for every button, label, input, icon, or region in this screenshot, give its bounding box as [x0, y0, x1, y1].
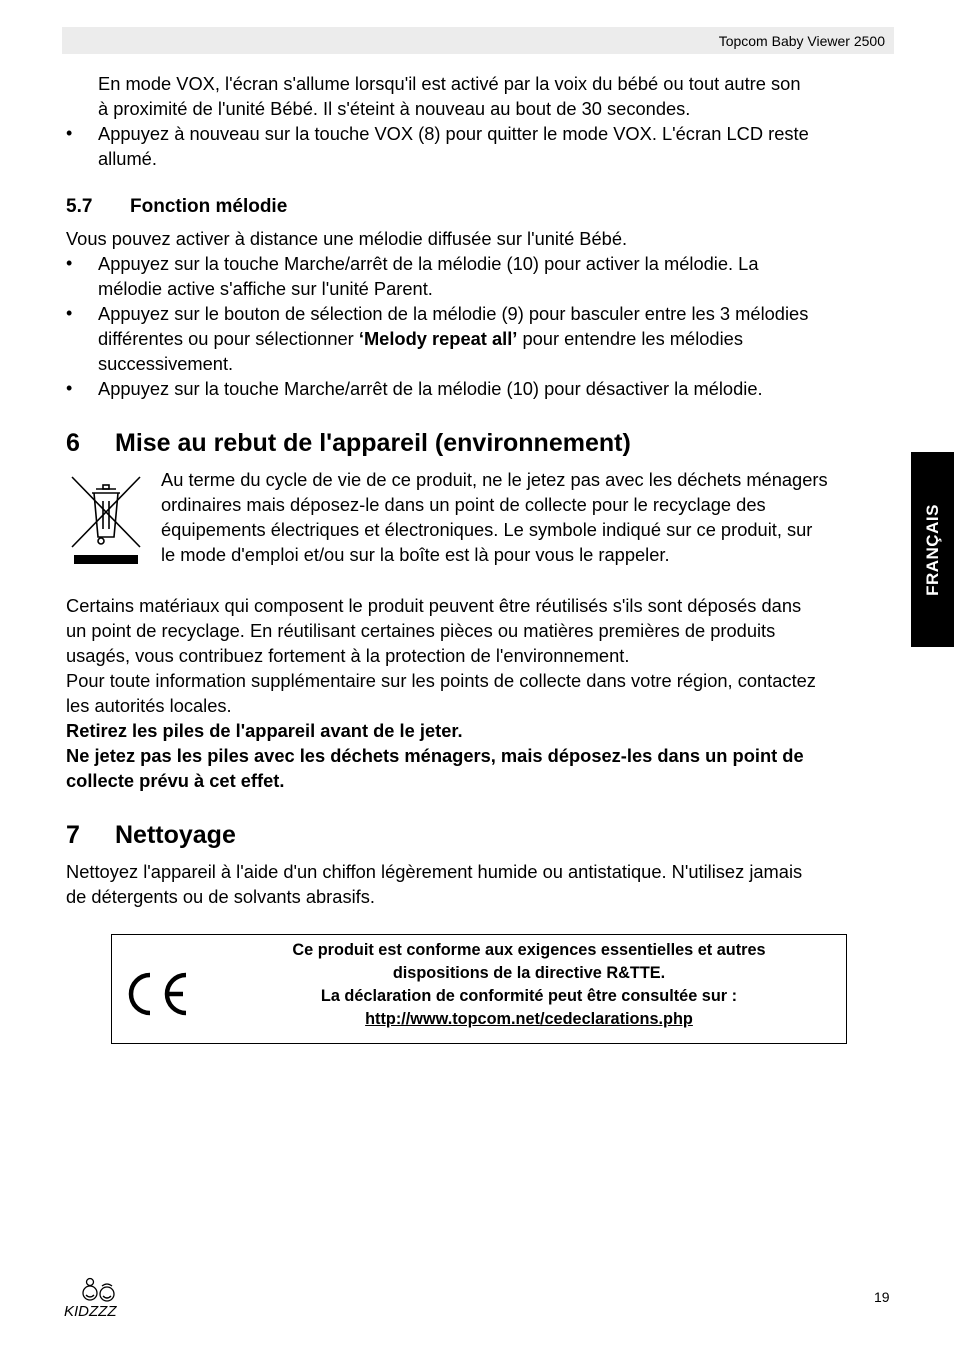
vox-intro-line-2: à proximité de l'unité Bébé. Il s'éteint à nouveau au bout de 30 secondes. — [98, 98, 691, 119]
language-tab — [911, 452, 954, 647]
battery-warning-line-1: Retirez les piles de l'appareil avant de le jeter. — [66, 720, 463, 741]
battery-warning-line-2: Ne jetez pas les piles avec les déchets ménagers, mais déposez-les dans un point de — [66, 745, 804, 766]
melody-bullet-2-text: différentes ou pour sélectionner — [98, 328, 359, 349]
melody-repeat-all-label: ‘Melody repeat all’ — [358, 328, 518, 349]
melody-bullet-1-line-2: mélodie active s'affiche sur l'unité Parent. — [98, 278, 433, 299]
crossed-out-wheelie-bin-icon — [70, 475, 142, 567]
weee-line-3: équipements électriques et électroniques. Le symbole indiqué sur ce produit, sur — [161, 519, 813, 540]
recycling-line-3: usagés, vous contribuez fortement à la protection de l'environnement. — [66, 645, 630, 666]
bullet: • — [66, 123, 73, 143]
weee-line-4: le mode d'emploi et/ou sur la boîte est là pour vous le rappeler. — [161, 544, 670, 565]
bullet: • — [66, 303, 73, 323]
cleaning-line-2: de détergents ou de solvants abrasifs. — [66, 886, 375, 907]
ce-declaration-box — [111, 934, 847, 1044]
ce-line-2: dispositions de la directive R&TTE. — [392, 964, 666, 982]
kidzzz-logo-icon — [62, 1276, 136, 1320]
vox-bullet-line-2: allumé. — [98, 148, 157, 169]
melody-bullet-2-text-end: pour entendre les mélodies — [517, 328, 743, 349]
melody-bullet-2-line-3: successivement. — [98, 353, 234, 374]
vox-intro-line-1: En mode VOX, l'écran s'allume lorsqu'il est activé par la voix du bébé ou tout autre son — [98, 73, 801, 94]
recycling-line-5: les autorités locales. — [66, 695, 232, 716]
cleaning-line-1: Nettoyez l'appareil à l'aide d'un chiffon légèrement humide ou antistatique. N'utilisez jamais — [66, 861, 803, 882]
battery-warning-line-3: collecte prévu à cet effet. — [66, 770, 285, 791]
section-5-7-number: 5.7 — [66, 196, 93, 217]
melody-bullet-1-line-1: Appuyez sur la touche Marche/arrêt de la mélodie (10) pour activer la mélodie. La — [98, 253, 759, 274]
section-6-number: 6 — [66, 429, 80, 457]
section-7-title: Nettoyage — [115, 821, 236, 849]
vox-bullet-line-1: Appuyez à nouveau sur la touche VOX (8) pour quitter le mode VOX. L'écran LCD reste — [98, 123, 809, 144]
melody-bullet-3-line-1: Appuyez sur la touche Marche/arrêt de la mélodie (10) pour désactiver la mélodie. — [98, 378, 763, 399]
recycling-line-1: Certains matériaux qui composent le produit peuvent être réutilisés s'ils sont déposés dans — [66, 595, 802, 616]
page-header — [62, 27, 894, 54]
recycling-line-2: un point de recyclage. En réutilisant certaines pièces ou matières premières de produits — [66, 620, 776, 641]
melody-bullet-2-line-1: Appuyez sur le bouton de sélection de la mélodie (9) pour basculer entre les 3 mélodies — [98, 303, 809, 324]
weee-line-1: Au terme du cycle de vie de ce produit, ne le jetez pas avec les déchets ménagers — [161, 469, 828, 490]
language-tab-label: FRANÇAIS — [922, 503, 942, 596]
ce-line-3: La déclaration de conformité peut être consultée sur : — [320, 987, 738, 1005]
ce-mark-icon — [124, 969, 190, 1019]
page-number: 19 — [874, 1289, 890, 1305]
melody-bullet-2-line-2 — [98, 326, 743, 351]
recycling-line-4: Pour toute information supplémentaire sur les points de collecte dans votre région, contactez — [66, 670, 816, 691]
melody-lead: Vous pouvez activer à distance une mélodie diffusée sur l'unité Bébé. — [66, 228, 628, 249]
ce-line-1: Ce produit est conforme aux exigences essentielles et autres — [292, 941, 766, 959]
bullet: • — [66, 253, 73, 273]
ce-declarations-link[interactable]: http://www.topcom.net/cedeclarations.php — [365, 1010, 693, 1028]
section-7-number: 7 — [66, 821, 80, 849]
section-5-7-title: Fonction mélodie — [130, 196, 288, 217]
bullet: • — [66, 378, 73, 398]
header-title: Topcom Baby Viewer 2500 — [718, 33, 885, 49]
section-6-title: Mise au rebut de l'appareil (environnement) — [115, 429, 631, 457]
kidzzz-logo-text: KIDZZZ — [64, 1303, 117, 1320]
ce-text-block — [212, 939, 846, 1031]
weee-line-2: ordinaires mais déposez-le dans un point de collecte pour le recyclage des — [161, 494, 766, 515]
